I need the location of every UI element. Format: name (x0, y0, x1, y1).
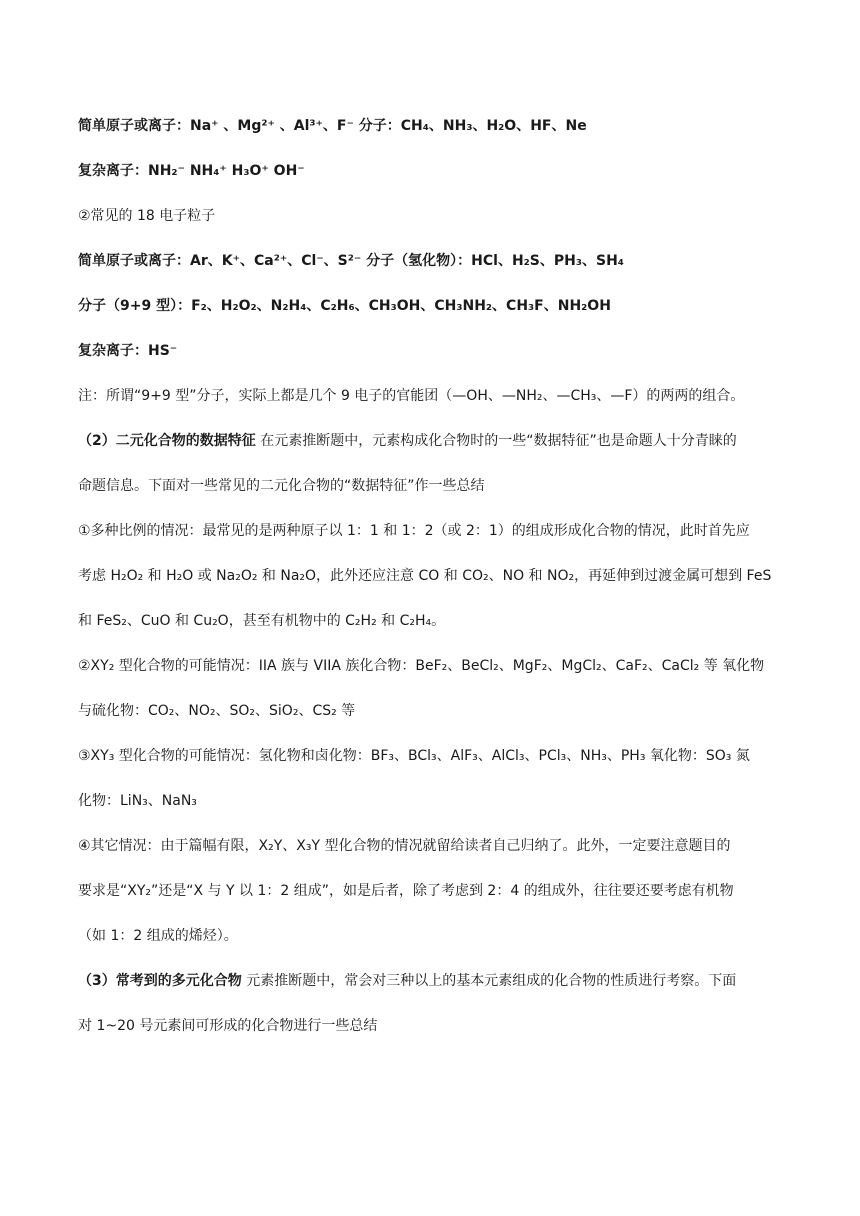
simple-ions-18e-line: 简单原子或离子：Ar、K⁺、Ca²⁺、Cl⁻、S²⁻ 分子（氢化物）：HCl、H₂S、PH₃、SH₄ (78, 253, 624, 269)
paragraph-line: （如 1：2 组成的烯烃）。 (78, 928, 238, 944)
note-line: 注：所谓“9+9 型”分子，实际上都是几个 9 电子的官能团（—OH、—NH₂、—CH₃、—F）的两两的组合。 (78, 388, 745, 404)
paragraph-line: 考虑 H₂O₂ 和 H₂O 或 Na₂O₂ 和 Na₂O，此外还应注意 CO 和 CO₂、NO 和 NO₂，再延伸到过渡金属可想到 FeS (78, 568, 772, 584)
paragraph-line: 化物：LiN₃、NaN₃ (78, 793, 197, 809)
simple-ions-10e-line: 简单原子或离子：Na⁺ 、Mg²⁺ 、Al³⁺、F⁻ 分子：CH₄、NH₃、H₂O、HF、Ne (78, 118, 587, 134)
section-2-text: 在元素推断题中，元素构成化合物时的一些“数据特征”也是命题人十分青睐的 (260, 433, 737, 449)
paragraph-line: 与硫化物：CO₂、NO₂、SO₂、SiO₂、CS₂ 等 (78, 703, 356, 719)
paragraph-line: ①多种比例的情况：最常见的是两种原子以 1：1 和 1：2（或 2：1）的组成形成化合物的情况，此时首先应 (78, 523, 750, 539)
paragraph-line: 要求是“XY₂”还是“X 与 Y 以 1：2 组成”，如是后者，除了考虑到 2：4 的组成外，往往要还要考虑有机物 (78, 883, 734, 899)
section-2-heading: （2）二元化合物的数据特征 (78, 433, 256, 449)
paragraph-line: ②XY₂ 型化合物的可能情况：IIA 族与 VIIA 族化合物：BeF₂、BeCl₂、MgF₂、MgCl₂、CaF₂、CaCl₂ 等 氧化物 (78, 658, 765, 674)
paragraph-line: ④其它情况：由于篇幅有限，X₂Y、X₃Y 型化合物的情况就留给读者自己归纳了。此外，一定要注意题目的 (78, 838, 731, 854)
section-2-first-line (78, 431, 794, 451)
molecules-9-9-line: 分子（9+9 型）：F₂、H₂O₂、N₂H₄、C₂H₆、CH₃OH、CH₃NH₂、CH₃F、NH₂OH (78, 298, 611, 314)
paragraph-line: 对 1~20 号元素间可形成的化合物进行一些总结 (78, 1018, 378, 1034)
paragraph-line: 命题信息。下面对一些常见的二元化合物的“数据特征”作一些总结 (78, 478, 485, 494)
section-3-first-line (78, 971, 794, 991)
paragraph-line: ③XY₃ 型化合物的可能情况：氢化物和卤化物：BF₃、BCl₃、AlF₃、AlCl₃、PCl₃、NH₃、PH₃ 氧化物：SO₃ 氮 (78, 748, 750, 764)
section-3-heading: （3）常考到的多元化合物 (78, 973, 242, 989)
paragraph-line: 和 FeS₂、CuO 和 Cu₂O，甚至有机物中的 C₂H₂ 和 C₂H₄。 (78, 613, 446, 629)
complex-ions-10e-line: 复杂离子：NH₂⁻ NH₄⁺ H₃O⁺ OH⁻ (78, 163, 305, 179)
section-3-text: 元素推断题中，常会对三种以上的基本元素组成的化合物的性质进行考察。下面 (246, 973, 737, 989)
heading-18-electron: ②常见的 18 电子粒子 (78, 208, 216, 224)
complex-ions-18e-line: 复杂离子：HS⁻ (78, 343, 178, 359)
